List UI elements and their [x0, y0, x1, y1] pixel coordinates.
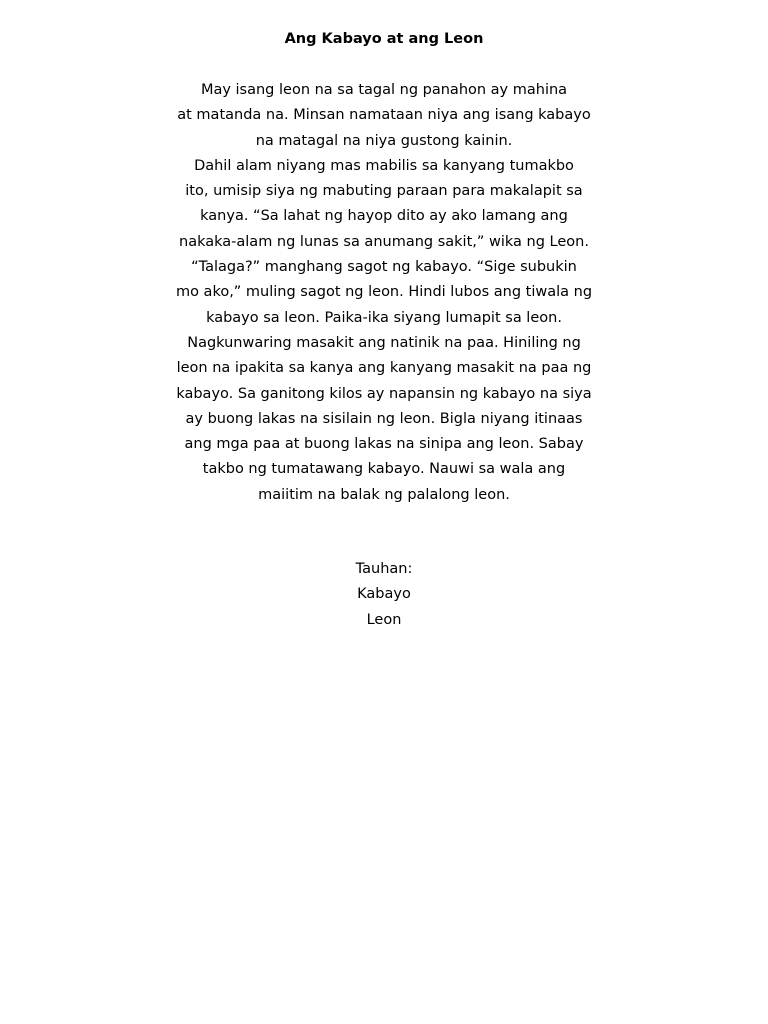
- story-line: ay buong lakas na sisilain ng leon. Bigla niyang itinaas: [185, 410, 583, 427]
- story-line: takbo ng tumatawang kabayo. Nauwi sa wala ang: [202, 461, 566, 478]
- document-title: Ang Kabayo at ang Leon: [284, 31, 484, 47]
- characters-label: Tauhan:: [355, 561, 413, 577]
- story-line: “Talaga?” manghang sagot ng kabayo. “Sige subukin: [191, 259, 577, 276]
- story-line: maiitim na balak ng palalong leon.: [258, 486, 510, 503]
- story-line: kabayo sa leon. Paika-ika siyang lumapit sa leon.: [206, 309, 562, 326]
- story-line: nakaka-alam ng lunas sa anumang sakit,” wika ng Leon.: [179, 233, 589, 250]
- story-line: Nagkunwaring masakit ang natinik na paa. Hiniling ng: [187, 334, 581, 351]
- story-line: Dahil alam niyang mas mabilis sa kanyang tumakbo: [194, 157, 574, 174]
- story-line: May isang leon na sa tagal ng panahon ay mahina: [200, 82, 568, 98]
- story-line: kabayo. Sa ganitong kilos ay napansin ng kabayo na siya: [176, 385, 592, 402]
- story-line: mo ako,” muling sagot ng leon. Hindi lubos ang tiwala ng: [175, 284, 593, 301]
- story-body: [0, 78, 768, 508]
- character-name: Leon: [366, 611, 402, 628]
- story-line: kanya. “Sa lahat ng hayop dito ay ako lamang ang: [200, 208, 568, 225]
- character-name: Kabayo: [357, 586, 411, 603]
- story-line: ito, umisip siya ng mabuting paraan para makalapit sa: [185, 183, 583, 200]
- story-line: ang mga paa at buong lakas na sinipa ang leon. Sabay: [184, 436, 584, 453]
- characters-section: [0, 557, 768, 633]
- story-line: na matagal na niya gustong kainin.: [255, 132, 513, 149]
- story-line: at matanda na. Minsan namataan niya ang isang kabayo: [177, 107, 591, 124]
- story-line: leon na ipakita sa kanya ang kanyang masakit na paa ng: [176, 360, 592, 377]
